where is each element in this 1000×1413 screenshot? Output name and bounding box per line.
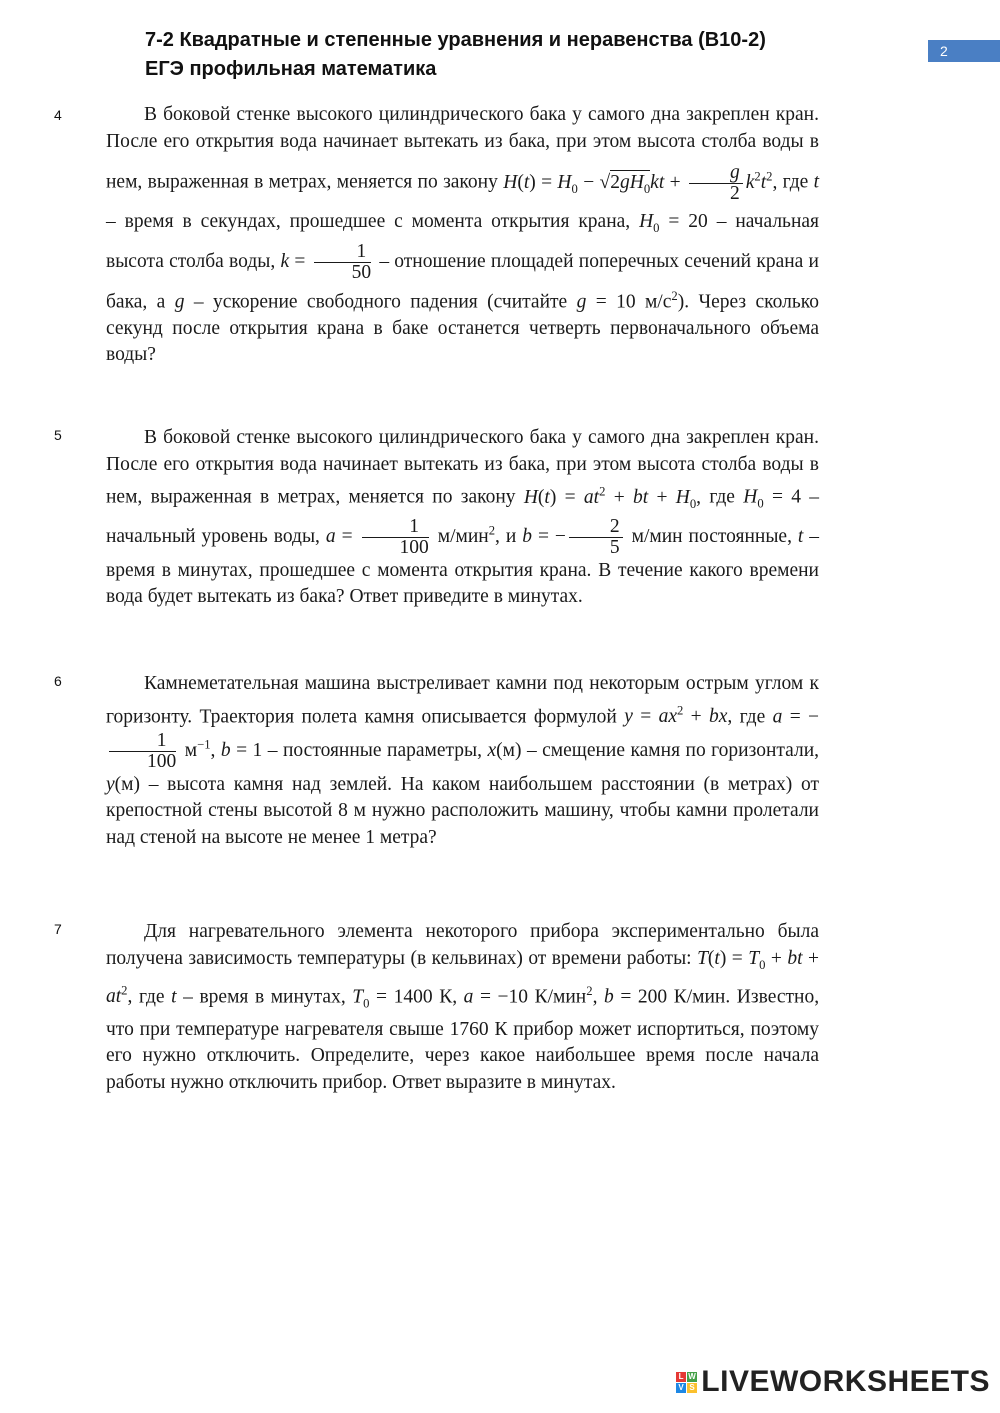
task-number: 6	[54, 673, 62, 689]
task-6-text: Камнеметательная машина выстреливает камни под некоторым острым углом к горизонту. Траектория полета камня описывается формулой $y = ax^2$ + bx, где a = − $\frac{1}{100}$ $м^{-1}$, b = 1 – постоянные параметры, x(м) – смещение камня по горизонтали, y(м) – высота камня над землей. На каком наибольшем расстоянии (в метрах) от крепостной стены высотой 8 м нужно расположить машину, чтобы камни пролетали над стеной на высоте не менее 1 метра?	[106, 673, 820, 848]
formula-T-t: $T(t) = T_0$ + bt + $at^2$,	[106, 947, 820, 1008]
page-number-badge: 2	[928, 40, 1000, 62]
task-number: 5	[54, 427, 62, 443]
formula-trajectory: $y = ax^2$ + bx,	[624, 703, 733, 727]
task-7-text: Для нагревательного элемента некоторого прибора экспериментально была получена зависимость температуры (в кельвинах) от времени работы: $T(t) = T_0$ + bt + $at^2$, где t – время в минутах, $T_0 = 1400$ К, a = −10 К/мин$^2$, b = 200 К/мин. Известно, что при температуре нагревателя свыше 1760 К прибор может испортиться, поэтому его нужно отключить. Определите, через какое наибольшее время после начала работы нужно отключить прибор. Ответ выразите в минутах.	[106, 921, 820, 1093]
liveworksheets-logo	[676, 1365, 990, 1399]
formula-H-t-task5: $H(t) = at^2$ + bt + $H_0$,	[523, 484, 702, 511]
liveworksheets-logo-icon: L W V S	[676, 1372, 697, 1393]
task-5-text: В боковой стенке высокого цилиндрического бака у самого дна закреплен кран. После его открытия вода начинает вытекать из бака, при этом высота столба воды в нем, выраженная в метрах, меняется по закону $H(t) = at^2$ + bt + $H_0$, где $H_0 = 4$ – начальный уровень воды, a = $\frac{1}{100}$ м/мин$^2$, и b = − $\frac{2}{5}$ м/мин постоянные, t – время в минутах, прошедшее с момента открытия крана. В течение какого времени вода будет вытекать из бака? Ответ приведите в минутах.	[106, 427, 820, 608]
liveworksheets-wordmark: LIVEWORKSHEETS	[701, 1365, 990, 1398]
document-title	[145, 26, 766, 84]
formula-H-t-task4: $H(t) = H_0 - √2gH_0kt$ + $\frac{g}{2}$ $k^2t^2$,	[503, 161, 783, 204]
task-number: 7	[54, 921, 62, 937]
task-4-text: В боковой стенке высокого цилиндрического бака у самого дна закреплен кран. После его открытия вода начинает вытекать из бака, при этом высота столба воды в нем, выраженная в метрах, меняется по закону $H(t) = H_0 - √2gH_0kt$ + $\frac{g}{2}$ $k^2t^2$, где t – время в секундах, прошедшее с момента открытия крана, $H_0 = 20$ – начальная высота столба воды, k = $\frac{1}{50}$ – отношение площадей поперечных сечений крана и бака, а g – ускорение свободного падения (считайте g = 10 $м/с^2$). Через сколько секунд после открытия крана в баке останется четверть первоначального объема воды?	[106, 104, 820, 366]
task-number: 4	[54, 107, 62, 123]
title-line-2: ЕГЭ профильная математика	[145, 58, 437, 80]
title-line-1: 7-2 Квадратные и степенные уравнения и неравенства (В10-2)	[145, 29, 766, 51]
